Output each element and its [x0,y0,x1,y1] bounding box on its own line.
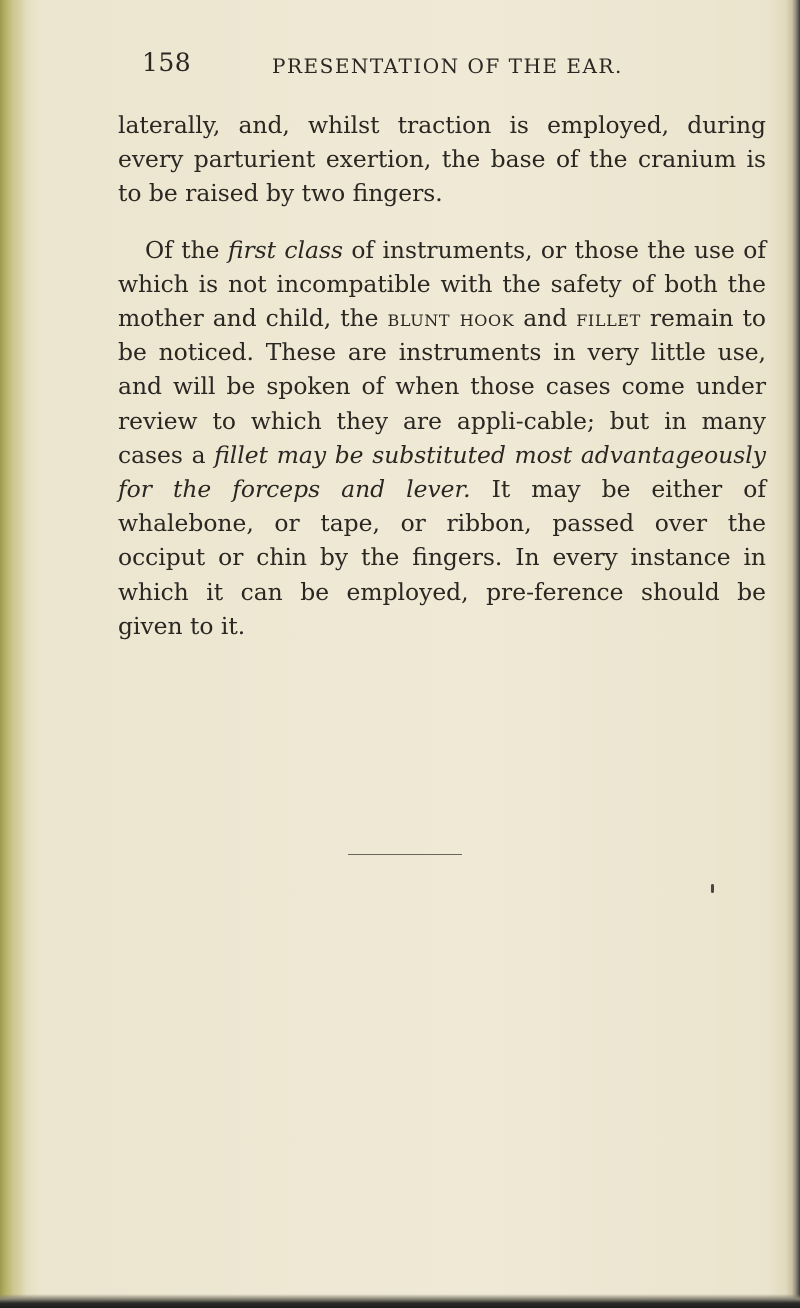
p2-italic-fillet-sentence: fillet may be substituted most advantageously for the forceps and lever. [118,440,766,504]
body-text [118,108,766,643]
p2-text-e: It may be either of whalebone, or tape, or ribbon, passed over the occiput or chin by the fingers. In every instance in which it can be employed, pre-ference should be given to it. [118,475,767,640]
running-head: PRESENTATION OF THE EAR. [272,54,623,78]
p2-smallcaps-fillet: fillet [576,304,641,333]
p2-smallcaps-blunt-hook: blunt hook [387,304,515,333]
ink-speck [711,884,714,893]
p2-text-d: remain to be noticed. These are instruments in very little use, and will be spoken of when those cases come under review to which they are appli-cable; but in many cases a [118,304,766,469]
paragraph-2 [118,233,766,643]
p2-italic-first-class: first class [227,235,343,264]
p2-text-a: Of the [145,235,228,264]
page-right-edge [786,0,800,1308]
page-number: 158 [142,48,192,77]
page-header [142,48,762,88]
page-bottom-edge [0,1294,800,1308]
binding-shadow [0,0,26,1308]
section-rule [348,854,462,855]
p2-text-b: of instruments, or those the use of which is not incompatible with the safety of both the mother and child, the [118,235,766,333]
p2-text-c: and [514,304,577,333]
paragraph-1: laterally, and, whilst traction is employed, during every parturient exertion, the base of the cranium is to be raised by two fingers. [118,111,766,208]
